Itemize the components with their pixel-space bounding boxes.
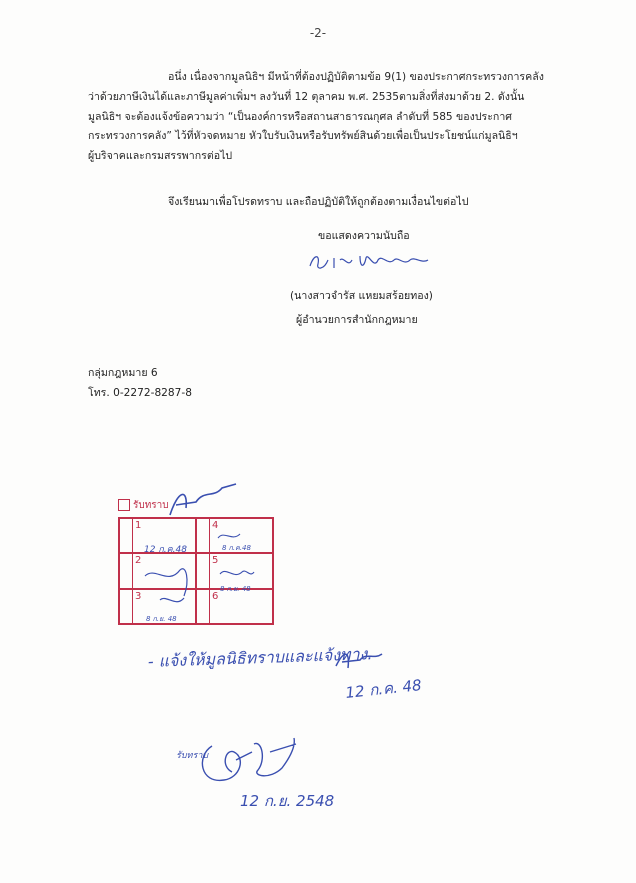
instruction-initials <box>336 654 382 668</box>
body-paragraph <box>88 68 566 167</box>
stamp-cell-note: 8 ก.ย. 48 <box>146 615 177 623</box>
handwritten-note: รับทราบ <box>176 751 209 761</box>
paragraph-line: อนึ่ง เนื่องจากมูลนิธิฯ มีหน้าที่ต้องปฏิบัติตามข้อ 9(1) ของประกาศกระทรวงการคลัง <box>168 71 544 83</box>
phone-number: โทร. 0-2272-8287-8 <box>88 387 192 399</box>
stamp-cell-number: 5 <box>212 555 219 567</box>
stamp-cell-number: 3 <box>135 590 142 602</box>
stamp-cell <box>119 518 196 553</box>
stamp-cell-note: 8 ก.ย. 48 <box>220 585 251 593</box>
approver-signature <box>202 738 296 780</box>
signatory-name: (นางสาวจำรัส แหยมสร้อยทอง) <box>290 290 433 302</box>
stamp-cell <box>196 518 273 553</box>
handwritten-instruction: - แจ้งให้มูลนิธิทราบและแจ้งทาง. <box>147 644 373 671</box>
stamp-cell-number: 1 <box>135 520 142 531</box>
stamp-cell-number: 6 <box>212 590 219 602</box>
stamp-cell-note: 8 ก.ค.48 <box>222 544 251 552</box>
handwritten-date: 12 ก.ค. 48 <box>344 676 423 702</box>
regards: ขอแสดงความนับถือ <box>318 230 410 242</box>
stamp-checkbox <box>118 499 130 511</box>
paragraph-line: ว่าด้วยภาษีเงินได้และภาษีมูลค่าเพิ่มฯ ลงวันที่ 12 ตุลาคม พ.ศ. 2535ตามสิ่งที่ส่งมาด้วย 2. ดังนั้น <box>88 90 525 103</box>
stamp-cell-number: 2 <box>135 555 142 567</box>
paragraph-line: มูลนิธิฯ จะต้องแจ้งข้อความว่า “เป็นองค์การหรือสถานสาธารณกุศล ลำดับที่ 585 ของประกาศ <box>88 110 513 123</box>
stamp-cell <box>119 553 196 588</box>
stamp-cell-note: 12 ก.ค.48 <box>144 545 187 555</box>
stamp-grid <box>118 517 274 625</box>
signatory-title: ผู้อำนวยการสำนักกฎหมาย <box>296 314 418 326</box>
director-signature <box>304 248 434 274</box>
stamp-cell-number: 4 <box>212 520 219 531</box>
department: กลุ่มกฎหมาย 6 <box>88 367 158 379</box>
acknowledgement-stamp <box>118 497 272 627</box>
stamp-cell <box>196 589 273 624</box>
paragraph-line: ผู้บริจาคและกรมสรรพากรต่อไป <box>88 150 233 163</box>
stamp-header-label: รับทราบ <box>133 499 169 511</box>
handwritten-date: 12 ก.ย. 2548 <box>240 792 335 810</box>
stamp-cell <box>196 553 273 588</box>
paragraph-line: กระทรวงการคลัง” ไว้ที่หัวจดหมาย หัวใบรับเงินหรือรับทรัพย์สินด้วยเพื่อเป็นประโยชน์แก่มูลนิธิฯ <box>88 130 518 143</box>
page-number: -2- <box>309 26 327 40</box>
stamp-cell <box>119 589 196 624</box>
closing-sentence: จึงเรียนมาเพื่อโปรดทราบ และถือปฏิบัติให้ถูกต้องตามเงื่อนไขต่อไป <box>168 196 469 208</box>
stamp-header <box>118 497 169 513</box>
